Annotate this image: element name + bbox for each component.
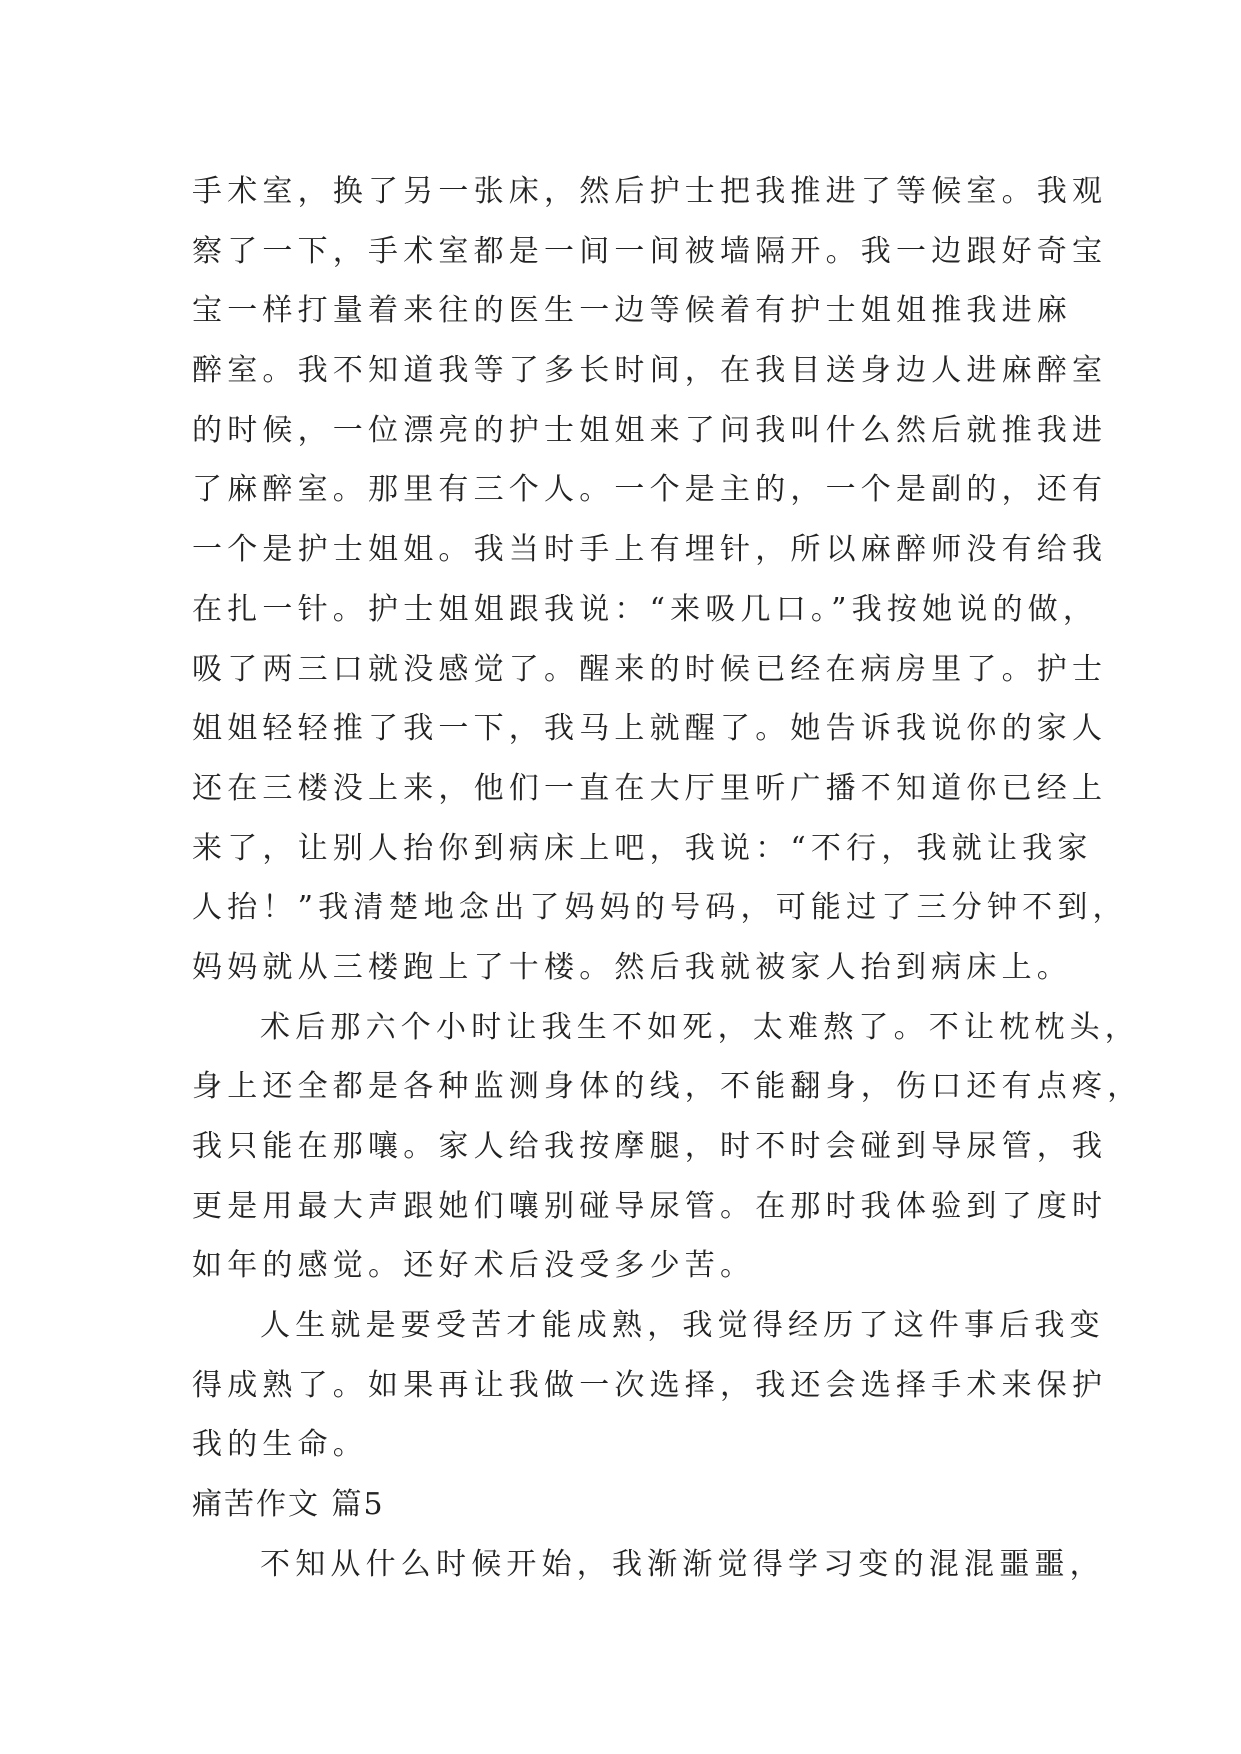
text-line: 察了一下，手术室都是一间一间被墙隔开。我一边跟好奇宝 (192, 233, 1108, 269)
paragraph-first-line: 人生就是要受苦才能成熟，我觉得经历了这件事后我变 (260, 1308, 1105, 1344)
paragraph-first-line: 术后那六个小时让我生不如死，太难熬了。不让枕枕头， (260, 1009, 1140, 1045)
text-line: 得成熟了。如果再让我做一次选择，我还会选择手术来保护 (192, 1367, 1108, 1403)
text-line: 在扎一针。护士姐姐跟我说：“来吸几口。”我按她说的做， (192, 591, 1099, 627)
text-line: 姐姐轻轻推了我一下，我马上就醒了。她告诉我说你的家人 (192, 711, 1108, 747)
paragraph-first-line: 不知从什么时候开始，我渐渐觉得学习变的混混噩噩， (260, 1546, 1105, 1582)
text-line: 人抬！”我清楚地念出了妈妈的号码，可能过了三分钟不到， (192, 890, 1128, 926)
text-line: 一个是护士姐姐。我当时手上有埋针，所以麻醉师没有给我 (192, 532, 1108, 568)
document-body (192, 162, 1143, 1595)
text-line: 醉室。我不知道我等了多长时间，在我目送身边人进麻醉室 (192, 353, 1108, 389)
text-line: 手术室，换了另一张床，然后护士把我推进了等候室。我观 (192, 174, 1108, 209)
text-line: 宝一样打量着来往的医生一边等候着有护士姐姐推我进麻 (192, 293, 1072, 329)
text-line: 吸了两三口就没感觉了。醒来的时候已经在病房里了。护士 (192, 651, 1108, 687)
text-line: 还在三楼没上来，他们一直在大厅里听广播不知道你已经上 (192, 770, 1108, 806)
text-line: 妈妈就从三楼跑上了十楼。然后我就被家人抬到病床上。 (192, 949, 1072, 985)
text-line: 来了，让别人抬你到病床上吧，我说：“不行，我就让我家 (192, 830, 1093, 866)
text-line: 身上还全都是各种监测身体的线，不能翻身，伤口还有点疼， (192, 1069, 1143, 1105)
text-line: 了麻醉室。那里有三个人。一个是主的，一个是副的，还有 (192, 472, 1108, 508)
text-line: 更是用最大声跟她们嚷别碰导尿管。在那时我体验到了度时 (192, 1188, 1108, 1224)
section-heading: 痛苦作文 篇5 (192, 1487, 385, 1523)
text-line: 我的生命。 (192, 1427, 368, 1463)
text-line: 我只能在那嚷。家人给我按摩腿，时不时会碰到导尿管，我 (192, 1129, 1108, 1164)
text-line: 如年的感觉。还好术后没受多少苦。 (192, 1248, 756, 1284)
text-line: 的时候，一位漂亮的护士姐姐来了问我叫什么然后就推我进 (192, 412, 1108, 448)
